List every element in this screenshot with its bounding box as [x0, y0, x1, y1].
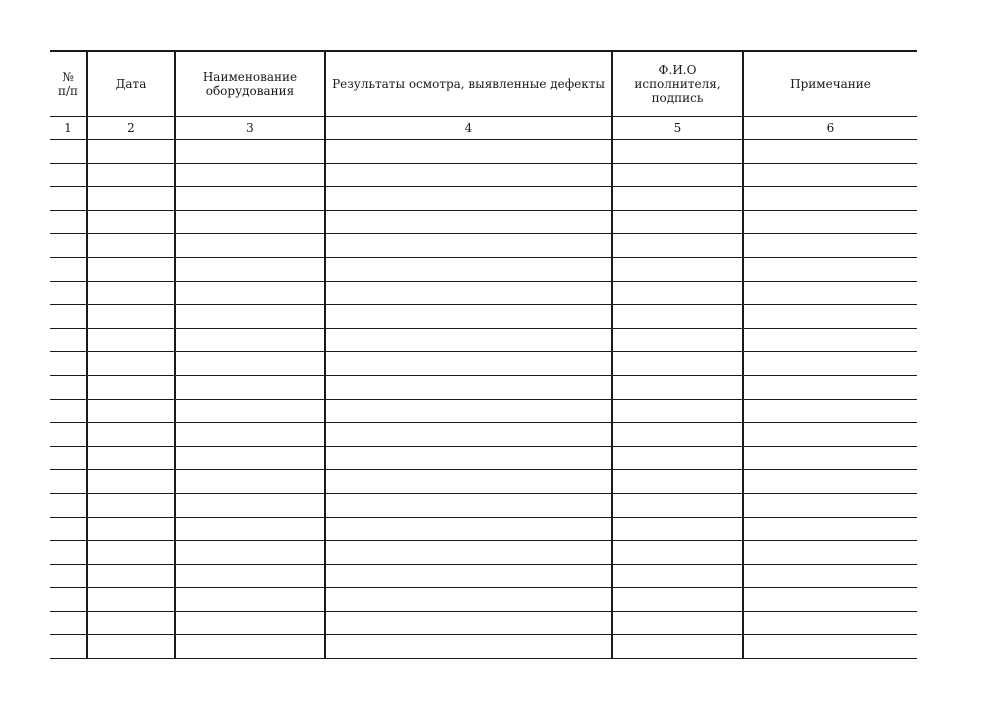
- column-number: 2: [87, 117, 175, 140]
- table-cell: [612, 281, 743, 305]
- table-cell: [743, 635, 917, 659]
- table-cell: [175, 446, 325, 470]
- table-cell: [612, 423, 743, 447]
- table-cell: [325, 257, 612, 281]
- table-cell: [325, 541, 612, 565]
- table-cell: [50, 375, 87, 399]
- table-cell: [743, 399, 917, 423]
- table-cell: [743, 328, 917, 352]
- table-cell: [50, 541, 87, 565]
- table-cell: [50, 140, 87, 164]
- table-cell: [743, 470, 917, 494]
- table-row: [50, 564, 917, 588]
- table-cell: [325, 281, 612, 305]
- table-cell: [612, 399, 743, 423]
- column-number: 4: [325, 117, 612, 140]
- column-number: 1: [50, 117, 87, 140]
- table-cell: [743, 541, 917, 565]
- table-row: [50, 541, 917, 565]
- table-cell: [50, 446, 87, 470]
- table-cell: [325, 399, 612, 423]
- table-cell: [175, 352, 325, 376]
- table-row: [50, 470, 917, 494]
- table-cell: [50, 187, 87, 211]
- table-cell: [87, 352, 175, 376]
- table-cell: [325, 163, 612, 187]
- table-cell: [612, 493, 743, 517]
- table-cell: [325, 375, 612, 399]
- header-row: [50, 51, 917, 117]
- table-row: [50, 210, 917, 234]
- table-cell: [175, 257, 325, 281]
- table-row: [50, 493, 917, 517]
- table-cell: [87, 635, 175, 659]
- table-cell: [743, 375, 917, 399]
- table-cell: [50, 517, 87, 541]
- table-cell: [325, 210, 612, 234]
- table-cell: [175, 281, 325, 305]
- table-cell: [743, 257, 917, 281]
- table-cell: [325, 352, 612, 376]
- table-cell: [325, 588, 612, 612]
- table-cell: [325, 635, 612, 659]
- table-cell: [50, 210, 87, 234]
- table-cell: [175, 423, 325, 447]
- table-cell: [175, 163, 325, 187]
- table-cell: [87, 234, 175, 258]
- table-cell: [50, 352, 87, 376]
- table-cell: [50, 281, 87, 305]
- table-cell: [743, 210, 917, 234]
- table-cell: [175, 234, 325, 258]
- table-cell: [50, 234, 87, 258]
- table-row: [50, 635, 917, 659]
- table-cell: [743, 187, 917, 211]
- table-cell: [612, 257, 743, 281]
- table-cell: [175, 470, 325, 494]
- table-row: [50, 234, 917, 258]
- table-cell: [612, 163, 743, 187]
- table-cell: [325, 140, 612, 164]
- table-cell: [612, 635, 743, 659]
- table-row: [50, 588, 917, 612]
- table-cell: [175, 564, 325, 588]
- table-cell: [175, 517, 325, 541]
- table-row: [50, 140, 917, 164]
- table-cell: [87, 399, 175, 423]
- table-cell: [612, 588, 743, 612]
- table-body: [50, 140, 917, 659]
- table-row: [50, 611, 917, 635]
- table-row: [50, 187, 917, 211]
- table-cell: [87, 446, 175, 470]
- table-cell: [612, 541, 743, 565]
- table-cell: [743, 517, 917, 541]
- table-cell: [325, 234, 612, 258]
- table-cell: [50, 399, 87, 423]
- table-cell: [87, 328, 175, 352]
- header-cell-note: Примечание: [743, 51, 917, 117]
- column-number-row: [50, 117, 917, 140]
- table-row: [50, 352, 917, 376]
- table-cell: [612, 187, 743, 211]
- table-row: [50, 257, 917, 281]
- table-cell: [612, 328, 743, 352]
- table-cell: [175, 399, 325, 423]
- table-cell: [87, 210, 175, 234]
- table-cell: [50, 588, 87, 612]
- table-cell: [612, 305, 743, 329]
- table-cell: [743, 493, 917, 517]
- table-cell: [87, 257, 175, 281]
- table-cell: [175, 187, 325, 211]
- table-cell: [743, 140, 917, 164]
- table-cell: [50, 328, 87, 352]
- table-cell: [612, 611, 743, 635]
- table-cell: [87, 541, 175, 565]
- table-cell: [743, 281, 917, 305]
- table-cell: [175, 305, 325, 329]
- table-cell: [743, 611, 917, 635]
- table-cell: [50, 470, 87, 494]
- table-cell: [612, 210, 743, 234]
- table-cell: [175, 493, 325, 517]
- table-cell: [50, 423, 87, 447]
- table-row: [50, 399, 917, 423]
- table-cell: [743, 352, 917, 376]
- table-row: [50, 163, 917, 187]
- column-number: 6: [743, 117, 917, 140]
- table-cell: [325, 517, 612, 541]
- table-cell: [87, 375, 175, 399]
- table-cell: [743, 588, 917, 612]
- table-cell: [175, 611, 325, 635]
- table-cell: [50, 493, 87, 517]
- table-row: [50, 517, 917, 541]
- table-cell: [325, 446, 612, 470]
- table-cell: [325, 611, 612, 635]
- header-cell-number: № п/п: [50, 51, 87, 117]
- table-cell: [87, 517, 175, 541]
- table-cell: [175, 375, 325, 399]
- inspection-log-table: [50, 50, 917, 659]
- table-cell: [325, 470, 612, 494]
- table-cell: [87, 470, 175, 494]
- table-cell: [87, 493, 175, 517]
- header-cell-executor: Ф.И.О исполнителя, подпись: [612, 51, 743, 117]
- table-cell: [612, 375, 743, 399]
- table-row: [50, 375, 917, 399]
- table-cell: [325, 305, 612, 329]
- table-cell: [87, 305, 175, 329]
- table-cell: [87, 281, 175, 305]
- column-number: 3: [175, 117, 325, 140]
- table-row: [50, 446, 917, 470]
- table-cell: [50, 564, 87, 588]
- table-cell: [325, 187, 612, 211]
- table-cell: [87, 588, 175, 612]
- table-cell: [175, 588, 325, 612]
- table-cell: [87, 564, 175, 588]
- table-cell: [743, 234, 917, 258]
- table-row: [50, 305, 917, 329]
- table-cell: [50, 635, 87, 659]
- table-cell: [612, 446, 743, 470]
- table-cell: [612, 234, 743, 258]
- table-row: [50, 423, 917, 447]
- table-cell: [175, 541, 325, 565]
- table-cell: [743, 564, 917, 588]
- table-cell: [87, 611, 175, 635]
- table-cell: [743, 305, 917, 329]
- table-cell: [175, 140, 325, 164]
- table-cell: [612, 140, 743, 164]
- table-cell: [175, 635, 325, 659]
- table-cell: [325, 564, 612, 588]
- table-cell: [325, 328, 612, 352]
- table-cell: [743, 423, 917, 447]
- table-cell: [87, 423, 175, 447]
- table-cell: [612, 470, 743, 494]
- table-cell: [50, 305, 87, 329]
- table-cell: [325, 493, 612, 517]
- column-number: 5: [612, 117, 743, 140]
- table-cell: [87, 140, 175, 164]
- header-cell-date: Дата: [87, 51, 175, 117]
- table-cell: [50, 257, 87, 281]
- table-cell: [612, 352, 743, 376]
- table-cell: [87, 187, 175, 211]
- table-cell: [743, 163, 917, 187]
- table-cell: [87, 163, 175, 187]
- table-row: [50, 328, 917, 352]
- table-row: [50, 281, 917, 305]
- header-cell-results: Результаты осмотра, выявленные дефекты: [325, 51, 612, 117]
- table-cell: [175, 328, 325, 352]
- table-cell: [50, 163, 87, 187]
- table-cell: [50, 611, 87, 635]
- header-cell-equipment: Наименование оборудования: [175, 51, 325, 117]
- table-cell: [612, 564, 743, 588]
- table-cell: [175, 210, 325, 234]
- table-cell: [612, 517, 743, 541]
- table-cell: [743, 446, 917, 470]
- table-cell: [325, 423, 612, 447]
